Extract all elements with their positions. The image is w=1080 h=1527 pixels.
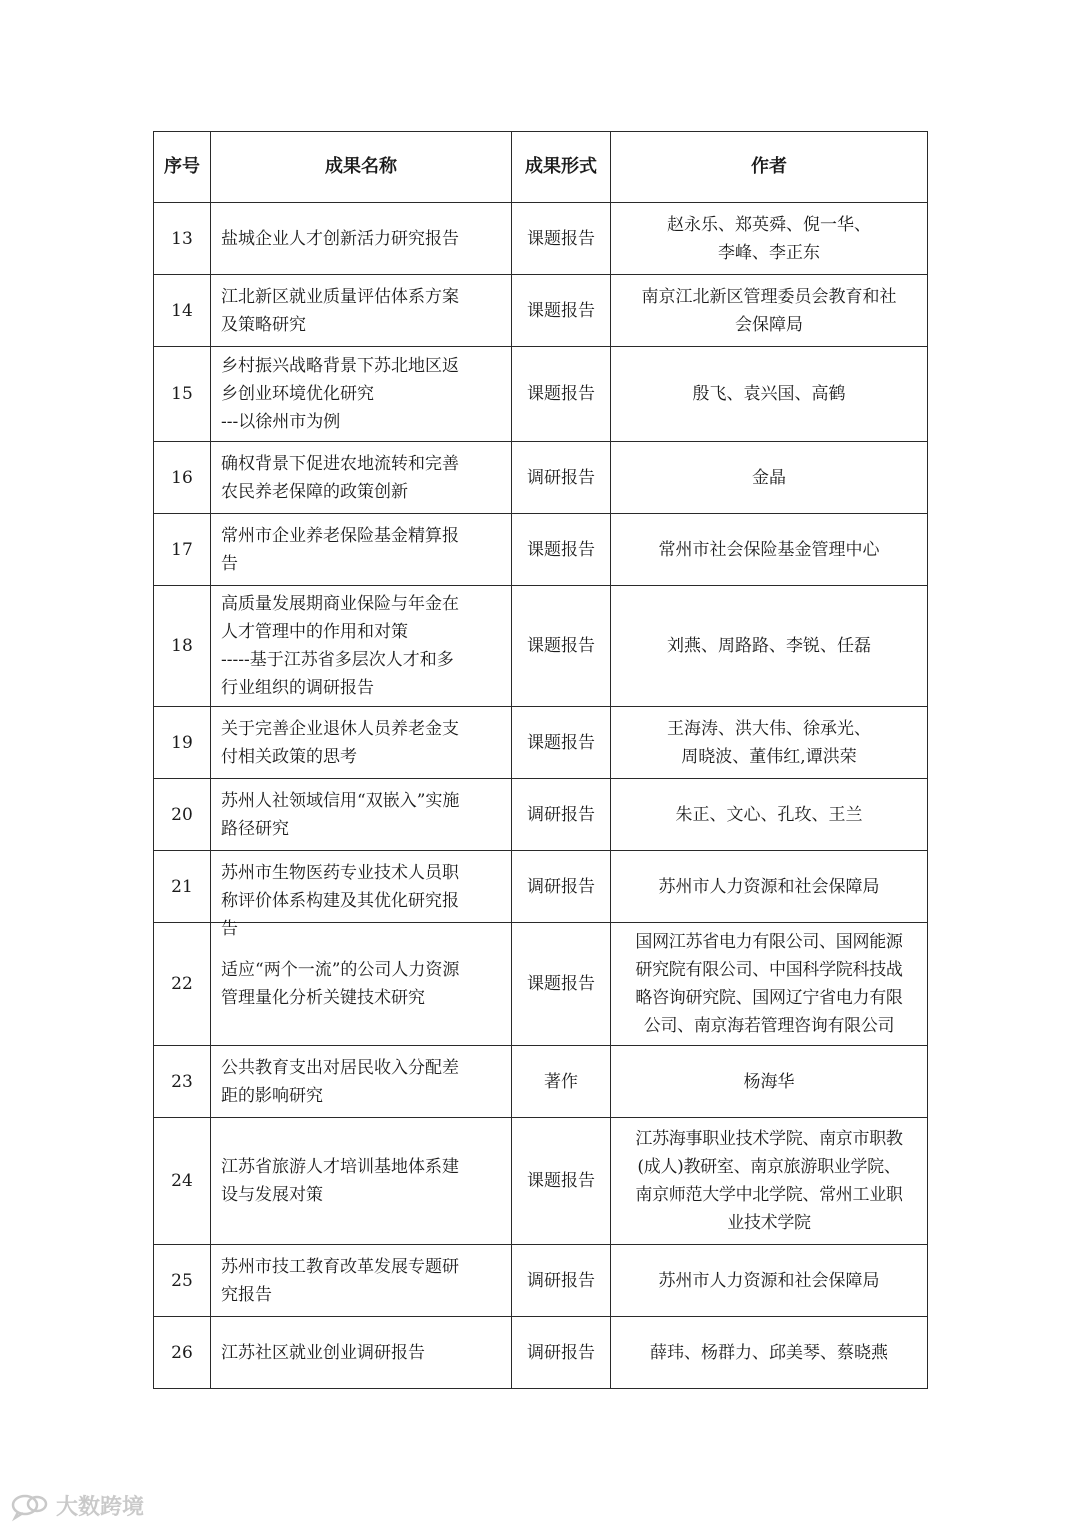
table-row — [154, 1046, 928, 1118]
achievement-form: 调研报告 — [512, 851, 611, 923]
achievement-author — [611, 851, 928, 923]
row-number: 14 — [154, 275, 211, 347]
achievement-author — [611, 1245, 928, 1317]
achievement-title — [211, 1245, 512, 1317]
row-number: 13 — [154, 203, 211, 275]
title-line: 关于完善企业退休人员养老金支 — [221, 718, 459, 739]
chat-bubble-logo-icon — [10, 1493, 50, 1519]
achievement-form: 调研报告 — [512, 779, 611, 851]
author-line: 杨海华 — [743, 1071, 795, 1092]
title-line: 告 — [221, 553, 238, 574]
title-line: 付相关政策的思考 — [221, 746, 357, 767]
author-line: (成人)教研室、南京旅游职业学院、 — [637, 1157, 901, 1177]
header-no: 序号 — [154, 132, 211, 203]
achievement-title — [211, 586, 512, 707]
title-line: 苏州市技工教育改革发展专题研 — [221, 1256, 459, 1277]
watermark-text: 大数跨境 — [56, 1495, 145, 1520]
author-line: 公司、南京海若管理咨询有限公司 — [643, 1016, 895, 1036]
achievement-title — [211, 707, 512, 779]
table-row — [154, 851, 928, 923]
row-number: 18 — [154, 586, 211, 707]
title-line: 告 — [221, 918, 238, 939]
table-row — [154, 514, 928, 586]
table-row — [154, 586, 928, 707]
achievement-title — [211, 514, 512, 586]
achievement-form: 课题报告 — [512, 707, 611, 779]
row-number: 22 — [154, 923, 211, 1046]
achievement-author — [611, 707, 928, 779]
clipped-title-box — [221, 859, 505, 939]
achievement-form: 课题报告 — [512, 275, 611, 347]
row-number: 19 — [154, 707, 211, 779]
title-line: 乡村振兴战略背景下苏北地区返 — [221, 356, 459, 376]
author-line: 赵永乐、郑英舜、倪一华、 — [667, 214, 871, 235]
title-line: 称评价体系构建及其优化研究报 — [221, 890, 459, 911]
achievement-title — [211, 203, 512, 275]
watermark — [10, 1490, 144, 1521]
author-line: 金晶 — [752, 467, 786, 488]
author-line: 国网江苏省电力有限公司、国网能源 — [635, 932, 903, 952]
title-line: 确权背景下促进农地流转和完善 — [221, 453, 459, 474]
row-number: 16 — [154, 442, 211, 514]
title-line: 苏州人社领域信用“双嵌入”实施 — [221, 790, 460, 811]
achievement-title — [211, 779, 512, 851]
table-header-row — [154, 132, 928, 203]
achievement-form: 课题报告 — [512, 347, 611, 442]
author-line: 常州市社会保险基金管理中心 — [658, 539, 880, 560]
achievement-author — [611, 347, 928, 442]
title-line: 管理量化分析关键技术研究 — [221, 988, 425, 1008]
achievement-author — [611, 779, 928, 851]
author-line: 王海涛、洪大伟、徐承光、 — [667, 718, 871, 739]
author-line: 会保障局 — [735, 314, 803, 335]
achievement-title — [211, 442, 512, 514]
achievement-form: 课题报告 — [512, 203, 611, 275]
author-line: 周晓波、董伟红,谭洪荣 — [681, 746, 857, 767]
title-line: -----基于江苏省多层次人才和多 — [221, 650, 454, 670]
author-line: 薛玮、杨群力、邱美琴、蔡晓燕 — [650, 1342, 888, 1363]
author-line: 苏州市人力资源和社会保障局 — [658, 876, 880, 897]
title-line: 设与发展对策 — [221, 1185, 323, 1205]
row-number: 17 — [154, 514, 211, 586]
table-row — [154, 1245, 928, 1317]
row-number: 21 — [154, 851, 211, 923]
title-line: 行业组织的调研报告 — [221, 678, 374, 698]
title-line: 适应“两个一流”的公司人力资源 — [221, 960, 460, 980]
author-line: 南京江北新区管理委员会教育和社 — [641, 286, 897, 307]
row-number: 24 — [154, 1118, 211, 1245]
table-row — [154, 1317, 928, 1389]
table-row — [154, 923, 928, 1046]
title-line: 农民养老保障的政策创新 — [221, 481, 408, 502]
title-line: 究报告 — [221, 1284, 272, 1305]
achievement-form: 著作 — [512, 1046, 611, 1118]
row-number: 25 — [154, 1245, 211, 1317]
title-line: 江苏社区就业创业调研报告 — [221, 1342, 425, 1363]
achievement-author — [611, 442, 928, 514]
author-line: 江苏海事职业技术学院、南京市职教 — [635, 1129, 903, 1149]
table-row — [154, 779, 928, 851]
achievement-title — [211, 1118, 512, 1245]
achievement-form: 调研报告 — [512, 1317, 611, 1389]
title-line: 高质量发展期商业保险与年金在 — [221, 594, 459, 614]
table-row — [154, 275, 928, 347]
achievement-author — [611, 203, 928, 275]
achievement-form: 调研报告 — [512, 442, 611, 514]
title-line: ---以徐州市为例 — [221, 412, 341, 432]
achievement-author — [611, 586, 928, 707]
table-row — [154, 442, 928, 514]
table-body — [154, 203, 928, 1389]
title-line: 苏州市生物医药专业技术人员职 — [221, 862, 459, 883]
achievement-title — [211, 1046, 512, 1118]
title-line: 常州市企业养老保险基金精算报 — [221, 525, 459, 546]
title-line: 路径研究 — [221, 818, 289, 839]
author-line: 苏州市人力资源和社会保障局 — [658, 1270, 880, 1291]
achievement-author — [611, 275, 928, 347]
author-line: 南京师范大学中北学院、常州工业职 — [635, 1185, 903, 1205]
achievement-form: 课题报告 — [512, 1118, 611, 1245]
table-row — [154, 347, 928, 442]
achievement-form: 课题报告 — [512, 586, 611, 707]
author-line: 殷飞、袁兴国、高鹤 — [692, 384, 846, 404]
author-line: 刘燕、周路路、李锐、任磊 — [667, 636, 871, 656]
achievement-author — [611, 514, 928, 586]
title-line: 及策略研究 — [221, 314, 306, 335]
title-line: 江北新区就业质量评估体系方案 — [221, 286, 459, 307]
achievement-author — [611, 923, 928, 1046]
achievement-title — [211, 275, 512, 347]
row-number: 23 — [154, 1046, 211, 1118]
title-line: 人才管理中的作用和对策 — [221, 622, 408, 642]
table-row — [154, 203, 928, 275]
title-line: 盐城企业人才创新活力研究报告 — [221, 228, 459, 249]
achievement-title — [211, 1317, 512, 1389]
author-line: 业技术学院 — [727, 1213, 811, 1233]
title-line: 乡创业环境优化研究 — [221, 384, 374, 404]
row-number: 20 — [154, 779, 211, 851]
header-form: 成果形式 — [512, 132, 611, 203]
table-row — [154, 1118, 928, 1245]
achievement-author — [611, 1317, 928, 1389]
row-number: 15 — [154, 347, 211, 442]
author-line: 略咨询研究院、国网辽宁省电力有限 — [635, 988, 903, 1008]
header-author: 作者 — [611, 132, 928, 203]
title-line: 江苏省旅游人才培训基地体系建 — [221, 1157, 459, 1177]
achievements-table — [153, 131, 928, 1389]
author-line: 研究院有限公司、中国科学院科技战 — [635, 960, 903, 980]
author-line: 李峰、李正东 — [718, 242, 820, 263]
achievement-author — [611, 1046, 928, 1118]
row-number: 26 — [154, 1317, 211, 1389]
achievement-form: 课题报告 — [512, 514, 611, 586]
author-line: 朱正、文心、孔玫、王兰 — [675, 804, 863, 825]
achievement-form: 调研报告 — [512, 1245, 611, 1317]
achievement-form: 课题报告 — [512, 923, 611, 1046]
achievement-author — [611, 1118, 928, 1245]
table-row — [154, 707, 928, 779]
achievement-title — [211, 851, 512, 939]
achievement-title — [211, 347, 512, 442]
title-line: 距的影响研究 — [221, 1085, 323, 1106]
achievement-title — [211, 923, 512, 1046]
title-line: 公共教育支出对居民收入分配差 — [221, 1057, 459, 1078]
header-title: 成果名称 — [211, 132, 512, 203]
